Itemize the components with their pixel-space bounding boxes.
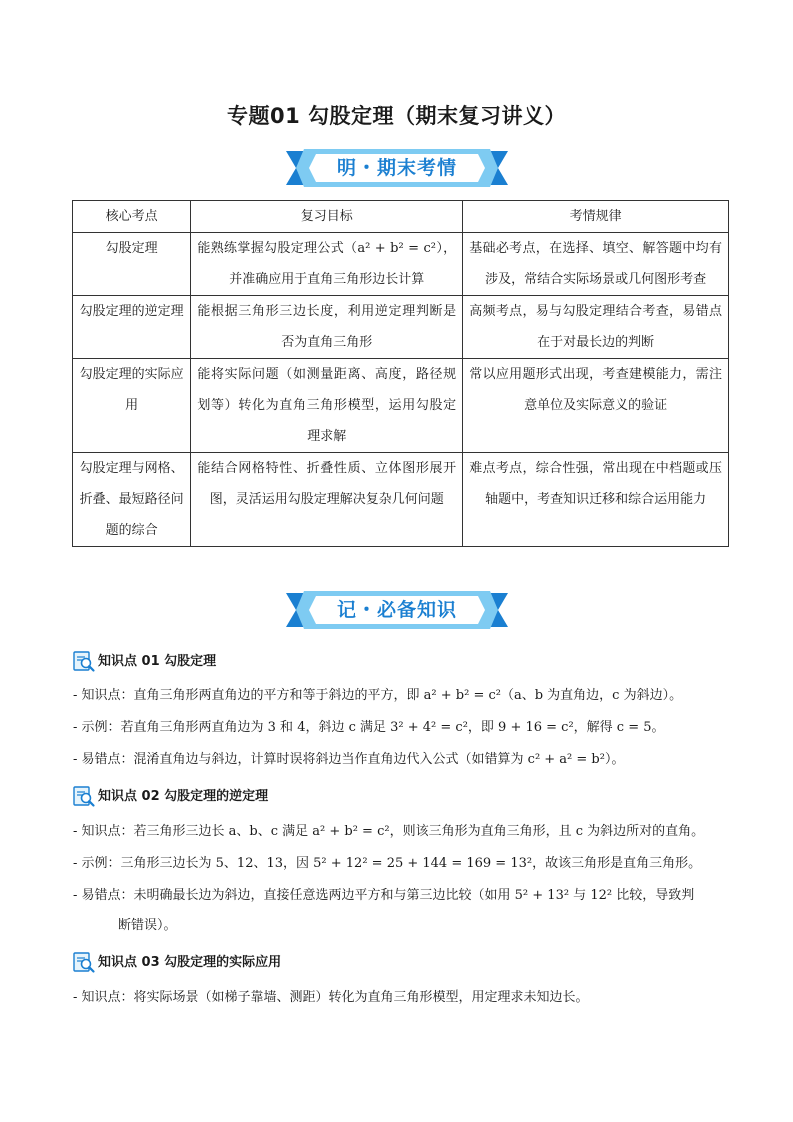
- table-cell-topic: 勾股定理与网格、折叠、最短路径问题的综合: [73, 453, 191, 547]
- table-cell-pattern: 常以应用题形式出现，考查建模能力，需注意单位及实际意义的验证: [463, 359, 729, 453]
- table-row: [73, 296, 729, 359]
- table-cell-goal: 能结合网格特性、折叠性质、立体图形展开图，灵活运用勾股定理解决复杂几何问题: [191, 453, 463, 547]
- column-header: 复习目标: [191, 201, 463, 233]
- table-row: [73, 233, 729, 296]
- knowledge-item: - 知识点：直角三角形两直角边的平方和等于斜边的平方，即 a² + b² = c²（a、b 为直角边，c 为斜边）。: [73, 688, 683, 703]
- magnifier-book-icon: [72, 784, 96, 808]
- table-row: [73, 453, 729, 547]
- table-cell-goal: 能将实际问题（如测量距离、高度，路径规划等）转化为直角三角形模型，运用勾股定理求解: [191, 359, 463, 453]
- section-banner-knowledge: [286, 589, 508, 631]
- banner-exam-label: 明・期末考情: [336, 157, 457, 179]
- knowledge-item: - 知识点：若三角形三边长 a、b、c 满足 a² + b² = c²，则该三角形为直角三角形，且 c 为斜边所对的直角。: [73, 824, 705, 839]
- table-cell-goal: 能根据三角形三边长度，利用逆定理判断是否为直角三角形: [191, 296, 463, 359]
- table-header-row: [73, 201, 729, 233]
- magnifier-book-icon: [72, 950, 96, 974]
- table-cell-pattern: 高频考点，易与勾股定理结合考查，易错点在于对最长边的判断: [463, 296, 729, 359]
- knowledge-point-title: 知识点 02 勾股定理的逆定理: [98, 789, 269, 804]
- table-cell-topic: 勾股定理: [73, 233, 191, 296]
- magnifier-book-icon: [72, 649, 96, 673]
- knowledge-item-continued: 断错误）。: [118, 918, 177, 933]
- banner-knowledge-label: 记・必备知识: [336, 599, 457, 621]
- table-cell-pattern: 难点考点，综合性强，常出现在中档题或压轴题中，考查知识迁移和综合运用能力: [463, 453, 729, 547]
- knowledge-point-title: 知识点 03 勾股定理的实际应用: [98, 955, 282, 970]
- page-title: 专题01 勾股定理（期末复习讲义）: [226, 104, 567, 128]
- table-cell-pattern: 基础必考点，在选择、填空、解答题中均有涉及，常结合实际场景或几何图形考查: [463, 233, 729, 296]
- column-header: 考情规律: [463, 201, 729, 233]
- exam-overview-table: [72, 200, 729, 547]
- table-cell-topic: 勾股定理的逆定理: [73, 296, 191, 359]
- knowledge-item: - 知识点：将实际场景（如梯子靠墙、测距）转化为直角三角形模型，用定理求未知边长。: [73, 990, 589, 1005]
- column-header: 核心考点: [73, 201, 191, 233]
- table-row: [73, 359, 729, 453]
- section-banner-exam: [286, 147, 508, 189]
- knowledge-item: - 示例：三角形三边长为 5、12、13，因 5² + 12² = 25 + 144 = 169 = 13²，故该三角形是直角三角形。: [73, 856, 702, 871]
- knowledge-item: - 易错点：未明确最长边为斜边，直接任意选两边平方和与第三边比较（如用 5² + 13² 与 12² 比较，导致判: [73, 888, 695, 903]
- table-cell-goal: 能熟练掌握勾股定理公式（a² + b² = c²），并准确应用于直角三角形边长计算: [191, 233, 463, 296]
- knowledge-item: - 易错点：混淆直角边与斜边，计算时误将斜边当作直角边代入公式（如错算为 c² + a² = b²）。: [73, 752, 625, 767]
- knowledge-item: - 示例：若直角三角形两直角边为 3 和 4，斜边 c 满足 3² + 4² = c²，即 9 + 16 = c²，解得 c = 5。: [73, 720, 665, 735]
- table-cell-topic: 勾股定理的实际应用: [73, 359, 191, 453]
- knowledge-point-title: 知识点 01 勾股定理: [98, 654, 217, 669]
